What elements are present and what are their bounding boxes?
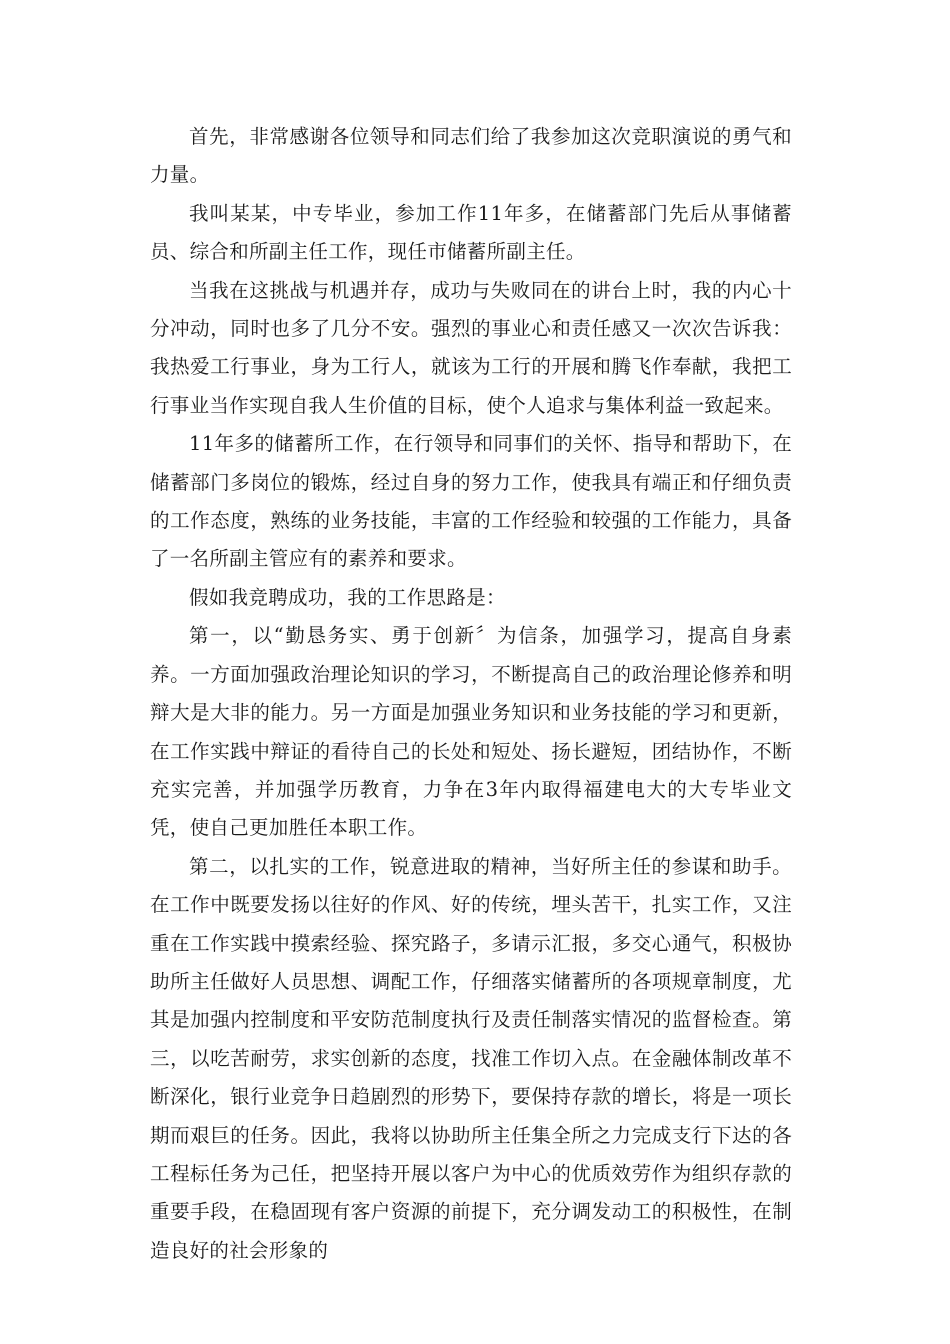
paragraph-plan-intro: 假如我竞聘成功，我的工作思路是： [189,585,506,609]
paragraph-plan-first: 第一，以“勤恳务实、勇于创新〞为信条，加强学习，提高自身素养。一方面加强政治理论知识的学习，不断提高自己的政治理论修养和明辩大是大非的能力。另一方面是加强业务知识和业务技能的学习和更新，在工作实践中辩证的看待自己的长处和短处、扬长避短，团结协作，不断充实完善，并加强学历教育，力争在3年内取得福建电大的大专毕业文凭，使自己更加胜任本职工作。 [150,624,792,840]
paragraph-intro: 首先，非常感谢各位领导和同志们给了我参加这次竞职演说的勇气和力量。 [150,125,792,187]
paragraph-plan-second: 第二，以扎实的工作，锐意进取的精神，当好所主任的参谋和助手。在工作中既要发扬以往好的作风、好的传统，埋头苦干，扎实工作，又注重在工作实践中摸索经验、探究路子，多请示汇报，多交心通气，积极协助所主任做好人员思想、调配工作，仔细落实储蓄所的各项规章制度，尤其是加强内控制度和平安防范制度执行及责任制落实情况的监督检查。第三，以吃苦耐劳，求实创新的态度，找准工作切入点。在金融体制改革不断深化，银行业竞争日趋剧烈的形势下，要保持存款的增长，将是一项长期而艰巨的任务。因此，我将以协助所主任集全所之力完成支行下达的各工程标任务为己任，把坚持开展以客户为中心的优质效劳作为组织存款的重要手段，在稳固现有客户资源的前提下，充分调发动工的积极性，在制造良好的社会形象的 [150,854,792,1262]
paragraph-experience: 11年多的储蓄所工作，在行领导和同事们的关怀、指导和帮助下，在储蓄部门多岗位的锻炼，经过自身的努力工作，使我具有端正和仔细负责的工作态度，熟练的业务技能，丰富的工作经验和较强的工作能力，具备了一名所副主管应有的素养和要求。 [150,432,792,571]
paragraph-background: 我叫某某，中专毕业，参加工作11年多，在储蓄部门先后从事储蓄员、综合和所副主任工作，现任市储蓄所副主任。 [150,201,792,264]
document-body [150,118,792,1270]
paragraph-motivation: 当我在这挑战与机遇并存，成功与失败同在的讲台上时，我的内心十分冲动，同时也多了几分不安。强烈的事业心和责任感又一次次告诉我：我热爱工行事业，身为工行人，就该为工行的开展和腾飞作奉献，我把工行事业当作实现自我人生价值的目标，使个人追求与集体利益一致起来。 [150,278,792,417]
